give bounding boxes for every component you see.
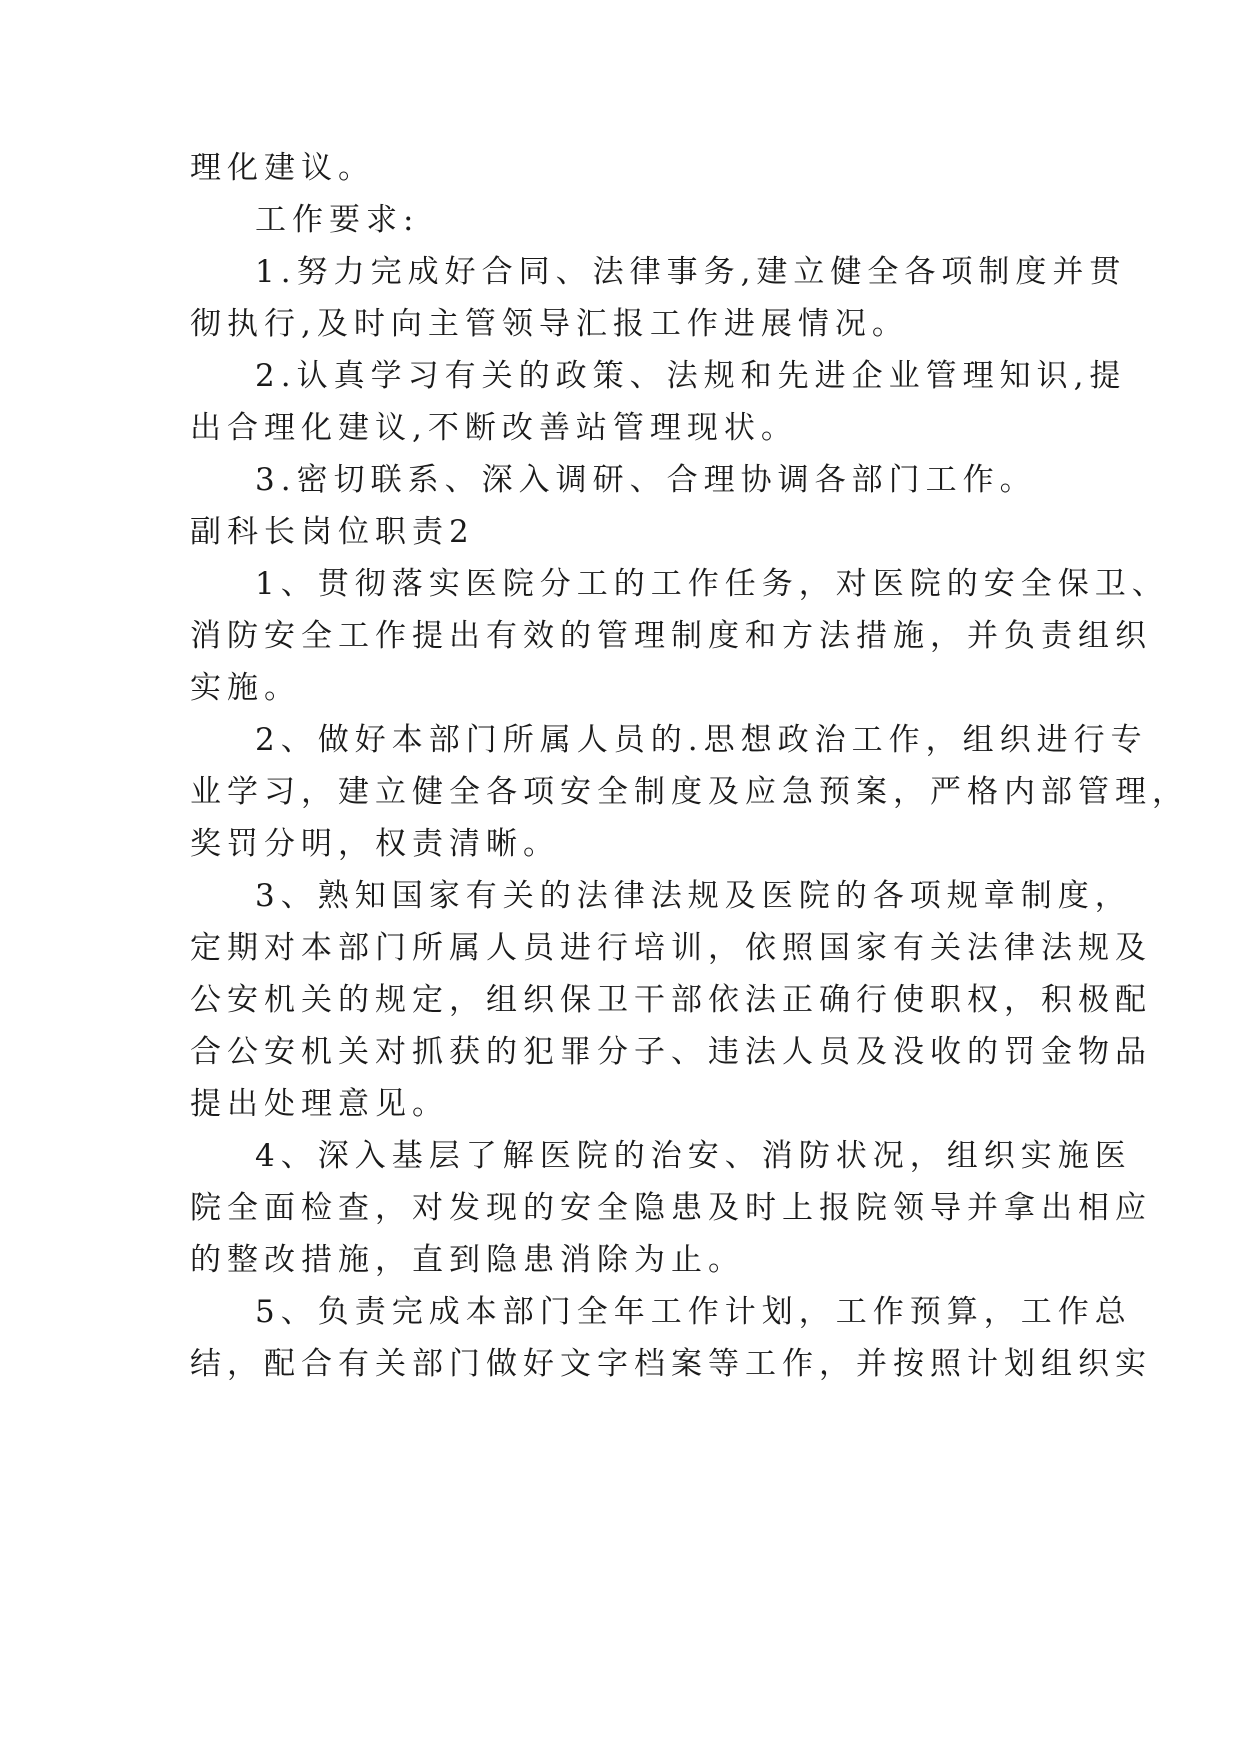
text-line: 彻执行,及时向主管领导汇报工作进展情况。 [190,306,909,342]
text-line: 3、熟知国家有关的法律法规及医院的各项规章制度， [255,878,1132,914]
text-line: 4、深入基层了解医院的治安、消防状况，组织实施医 [255,1138,1132,1174]
text-line: 结，配合有关部门做好文字档案等工作，并按照计划组织实 [190,1346,1152,1382]
section-heading-work-requirements: 工作要求: [255,202,420,238]
text-line: 3.密切联系、深入调研、合理协调各部门工作。 [255,462,1037,498]
text-line: 提出处理意见。 [190,1086,449,1122]
text-line: 2、做好本部门所属人员的.思想政治工作，组织进行专 [255,722,1148,758]
text-line: 5、负责完成本部门全年工作计划，工作预算，工作总 [255,1294,1132,1330]
text-line: 1、贯彻落实医院分工的工作任务，对医院的安全保卫、 [255,566,1169,602]
text-line: 的整改措施，直到隐患消除为止。 [190,1242,745,1278]
text-line: 奖罚分明，权责清晰。 [190,826,560,862]
text-line: 1.努力完成好合同、法律事务,建立健全各项制度并贯 [255,254,1127,290]
text-line: 出合理化建议,不断改善站管理现状。 [190,410,798,446]
text-line: 业学习，建立健全各项安全制度及应急预案，严格内部管理， [190,774,1189,810]
text-line: 实施。 [190,670,301,706]
text-line: 公安机关的规定，组织保卫干部依法正确行使职权，积极配 [190,982,1152,1018]
text-line: 消防安全工作提出有效的管理制度和方法措施，并负责组织 [190,618,1152,654]
text-line: 2.认真学习有关的政策、法规和先进企业管理知识,提 [255,358,1127,394]
text-line: 院全面检查，对发现的安全隐患及时上报院领导并拿出相应 [190,1190,1152,1226]
text-line: 定期对本部门所属人员进行培训，依照国家有关法律法规及 [190,930,1152,966]
text-line: 理化建议。 [190,150,375,186]
section-title: 副科长岗位职责2 [190,514,475,550]
text-line: 合公安机关对抓获的犯罪分子、违法人员及没收的罚金物品 [190,1034,1152,1070]
